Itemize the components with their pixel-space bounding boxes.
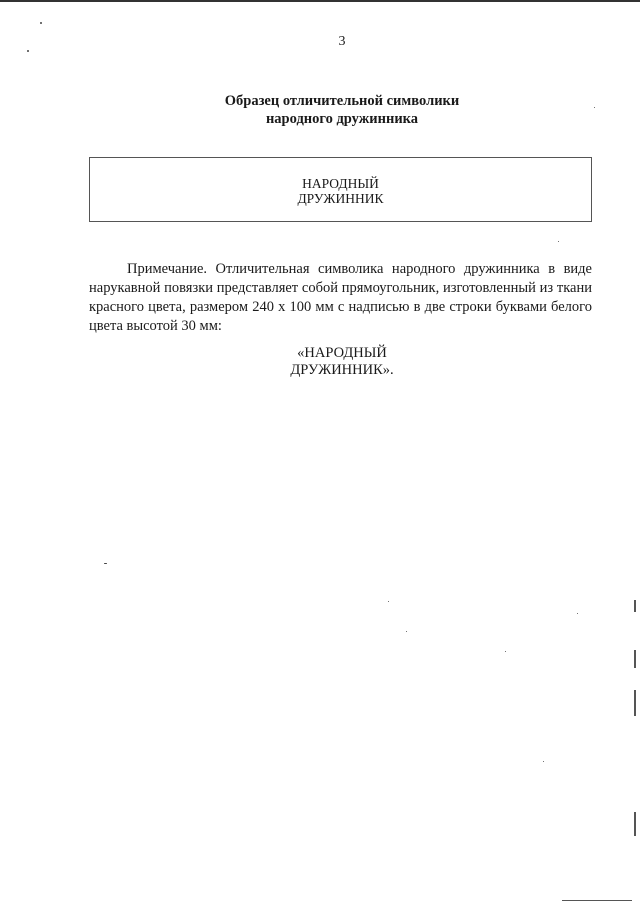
scan-speck bbox=[40, 22, 42, 24]
scan-speck bbox=[388, 601, 389, 602]
scan-speck bbox=[505, 651, 506, 652]
scan-speck bbox=[558, 241, 559, 242]
armband-sample-text bbox=[90, 176, 591, 206]
scan-edge-mark bbox=[634, 650, 636, 668]
scan-speck bbox=[577, 613, 578, 614]
armband-line-1: НАРОДНЫЙ bbox=[302, 176, 379, 191]
armband-line-2: ДРУЖИННИК bbox=[297, 191, 384, 206]
inscription-line-2: ДРУЖИННИК». bbox=[290, 362, 394, 378]
scan-edge-mark bbox=[634, 812, 636, 836]
inscription-text bbox=[0, 345, 640, 379]
inscription-line-1: «НАРОДНЫЙ bbox=[297, 345, 387, 361]
scan-edge-mark bbox=[634, 600, 636, 612]
scan-speck bbox=[104, 563, 107, 564]
document-title bbox=[0, 92, 640, 128]
page-number: 3 bbox=[338, 34, 346, 49]
scan-speck bbox=[594, 107, 595, 108]
title-line-2: народного дружинника bbox=[265, 111, 419, 127]
scan-speck bbox=[27, 50, 29, 52]
page-top-border bbox=[0, 0, 640, 2]
title-line-1: Образец отличительной символики bbox=[224, 93, 460, 109]
scan-edge-mark bbox=[562, 900, 632, 901]
scan-edge-mark bbox=[634, 690, 636, 716]
armband-sample-frame bbox=[89, 157, 592, 222]
note-paragraph: Примечание. Отличительная символика народного дружинника в виде нарукавной повязки представляет собой прямоугольник, изготовленный из ткани красного цвета, размером 240 x 100 мм с надписью в две строки буквами белого цвета высотой 30 мм: bbox=[89, 261, 592, 334]
scan-speck bbox=[406, 631, 407, 632]
scan-speck bbox=[543, 761, 544, 762]
